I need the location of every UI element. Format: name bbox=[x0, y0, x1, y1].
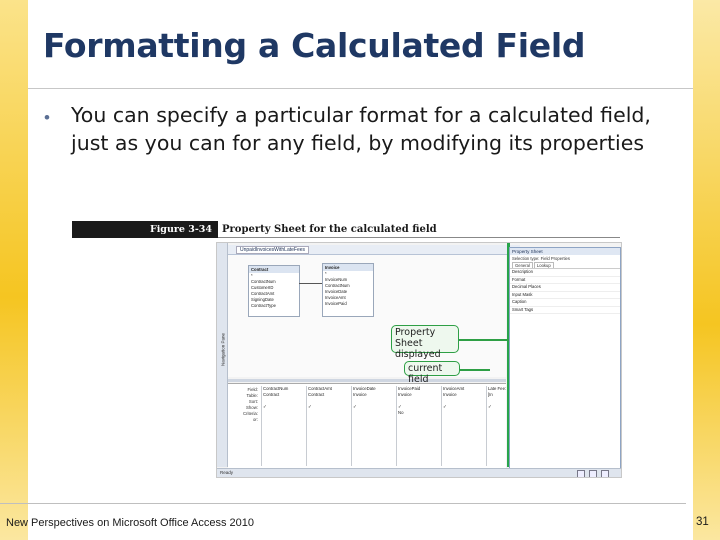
show-checkbox[interactable]: ✓ bbox=[308, 404, 312, 409]
grid-field-cell[interactable]: ContractAmt bbox=[308, 386, 332, 391]
grid-criteria-cell[interactable]: No bbox=[398, 410, 404, 415]
grid-field-cell[interactable]: InvoiceDate bbox=[353, 386, 376, 391]
grid-field-cell[interactable]: Late Fee: [In bbox=[488, 386, 507, 397]
left-decorative-bar bbox=[0, 0, 28, 540]
selection-type: Selection type: Field Properties bbox=[512, 256, 570, 261]
tab-lookup[interactable]: Lookup bbox=[534, 262, 554, 268]
property-row[interactable]: Description bbox=[510, 269, 620, 277]
navigation-pane-label: Navigation Pane bbox=[220, 332, 226, 367]
grid-column[interactable] bbox=[306, 386, 352, 466]
table-field: InvoiceAmt bbox=[325, 295, 346, 300]
property-row[interactable]: Input Mask bbox=[510, 292, 620, 300]
right-decorative-bar bbox=[693, 0, 720, 540]
navigation-pane[interactable] bbox=[217, 243, 228, 467]
property-row[interactable]: Format bbox=[510, 277, 620, 285]
callout-connector bbox=[460, 369, 490, 371]
property-tabs bbox=[510, 262, 620, 269]
grid-field-cell[interactable]: ContractNum bbox=[263, 386, 289, 391]
page-number: 31 bbox=[696, 516, 709, 528]
callout-connector bbox=[459, 339, 509, 341]
table-field: ContractNum bbox=[325, 283, 350, 288]
property-row[interactable]: Decimal Places bbox=[510, 284, 620, 292]
grid-table-cell[interactable]: Invoice bbox=[353, 392, 367, 397]
relationship-join-line bbox=[299, 283, 322, 284]
table-field: InvoiceDate bbox=[325, 289, 348, 294]
show-checkbox[interactable]: ✓ bbox=[488, 404, 492, 409]
property-sheet-title: Property Sheet bbox=[510, 248, 620, 255]
bullet-icon: • bbox=[44, 108, 50, 127]
design-view-icon[interactable] bbox=[601, 470, 609, 478]
table-field: ContractType bbox=[251, 303, 276, 308]
bullet-text: You can specify a particular format for a calculated field, just as you can for any field, by modifying its properties bbox=[71, 103, 651, 155]
grid-table-cell[interactable]: Invoice bbox=[398, 392, 412, 397]
grid-row-label: Criteria: bbox=[242, 411, 258, 416]
query-design-upper-pane bbox=[228, 255, 506, 377]
grid-field-cell[interactable]: InvoiceAmt bbox=[443, 386, 465, 391]
footer-text: New Perspectives on Microsoft Office Access 2010 bbox=[6, 517, 255, 529]
grid-row-label: or: bbox=[252, 417, 258, 422]
contract-table-box[interactable] bbox=[248, 265, 300, 317]
grid-column[interactable] bbox=[351, 386, 397, 466]
table-field: CustomerID bbox=[251, 285, 274, 290]
pane-splitter[interactable] bbox=[228, 379, 506, 382]
figure-caption: Property Sheet for the calculated field bbox=[222, 224, 437, 235]
access-screenshot bbox=[216, 242, 622, 478]
grid-field-cell[interactable]: InvoicePaid bbox=[398, 386, 421, 391]
grid-row-label: Field: bbox=[247, 387, 258, 392]
show-checkbox[interactable]: ✓ bbox=[263, 404, 267, 409]
design-grid bbox=[228, 383, 506, 468]
show-checkbox[interactable]: ✓ bbox=[398, 404, 402, 409]
footer-divider bbox=[0, 503, 686, 504]
table-field: ContractNum bbox=[251, 279, 276, 284]
query-tab[interactable]: UnpaidInvoicesWithLateFees bbox=[236, 246, 309, 254]
table-field: * bbox=[325, 271, 327, 276]
query-tab-strip bbox=[228, 245, 520, 255]
grid-row-label: Table: bbox=[246, 393, 258, 398]
grid-table-cell[interactable]: Contract bbox=[308, 392, 325, 397]
status-text: Ready bbox=[220, 470, 234, 475]
datasheet-view-icon[interactable] bbox=[577, 470, 585, 478]
grid-table-cell[interactable]: Invoice bbox=[443, 392, 457, 397]
current-field-callout: current field bbox=[404, 361, 460, 376]
grid-table-cell[interactable]: Contract bbox=[263, 392, 280, 397]
figure-label: Figure 3-34 bbox=[72, 221, 218, 238]
invoice-table-box[interactable] bbox=[322, 263, 374, 317]
grid-row-label: Show: bbox=[246, 405, 258, 410]
grid-column[interactable] bbox=[441, 386, 487, 466]
figure-underline bbox=[218, 237, 620, 238]
property-row[interactable]: Smart Tags bbox=[510, 307, 620, 315]
table-field: * bbox=[251, 273, 253, 278]
property-row[interactable]: Caption bbox=[510, 299, 620, 307]
show-checkbox[interactable]: ✓ bbox=[353, 404, 357, 409]
grid-column-current[interactable] bbox=[486, 386, 508, 466]
slide-title: Formatting a Calculated Field bbox=[43, 26, 586, 65]
grid-column[interactable] bbox=[396, 386, 442, 466]
status-bar bbox=[217, 468, 621, 478]
grid-column[interactable] bbox=[261, 386, 307, 466]
sql-view-icon[interactable] bbox=[589, 470, 597, 478]
show-checkbox[interactable]: ✓ bbox=[443, 404, 447, 409]
invoice-table-header: Invoice bbox=[323, 264, 373, 271]
table-field: InvoiceNum bbox=[325, 277, 348, 282]
tab-general[interactable]: General bbox=[512, 262, 533, 268]
property-sheet bbox=[509, 247, 621, 469]
title-divider bbox=[28, 88, 693, 89]
table-field: ContractAmt bbox=[251, 291, 275, 296]
table-field: SigningDate bbox=[251, 297, 274, 302]
property-sheet-callout: Property Sheet displayed bbox=[391, 325, 459, 353]
contract-table-header: Contract bbox=[249, 266, 299, 273]
table-field: InvoicePaid bbox=[325, 301, 347, 306]
grid-row-label: Sort: bbox=[248, 399, 258, 404]
